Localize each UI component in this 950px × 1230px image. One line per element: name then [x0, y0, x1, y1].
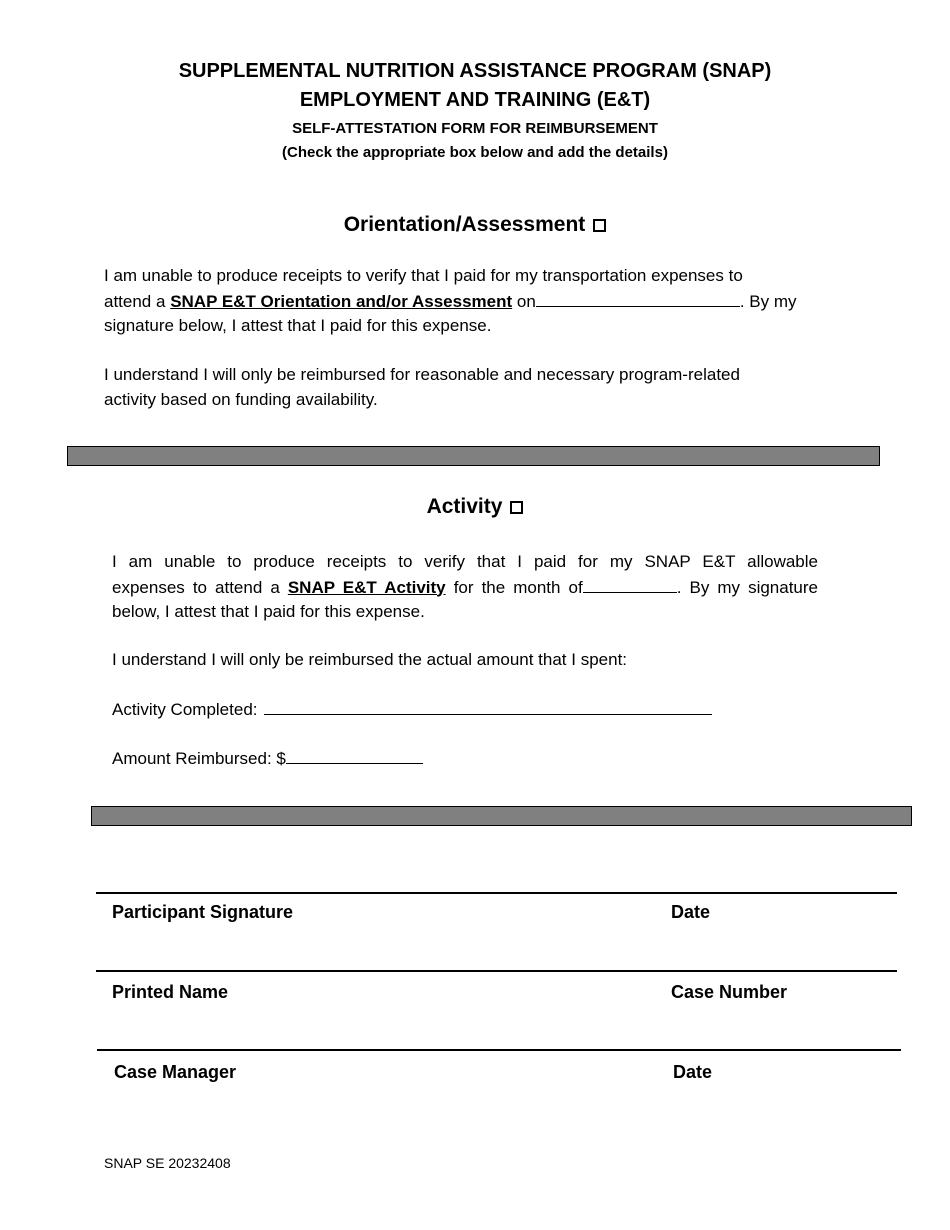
case-number-label: Case Number: [671, 982, 788, 1002]
amount-reimbursed-field[interactable]: [286, 746, 423, 764]
case-manager-date-label: Date: [673, 1062, 713, 1082]
activity-month-field[interactable]: [583, 575, 677, 593]
activity-section-title: [0, 493, 950, 521]
orientation-attestation-paragraph: [104, 264, 834, 339]
activity-completed-label: Activity Completed:: [112, 700, 258, 719]
activity-p1-line1: I am unable to produce receipts to verify that I paid for my SNAP E&T allowable: [112, 552, 818, 571]
orientation-p1-line1: I am unable to produce receipts to verify that I paid for my transportation expenses to: [104, 266, 743, 285]
activity-p1-line2: expenses to attend a SNAP E&T Activity for the month of . By my signature: [112, 575, 818, 601]
orientation-title-text: Orientation/Assessment: [343, 213, 586, 236]
form-title-line2: EMPLOYMENT AND TRAINING (E&T): [299, 89, 651, 111]
orientation-p2-line1: I understand I will only be reimbursed for reasonable and necessary program-related: [104, 365, 740, 384]
activity-completed-field[interactable]: [264, 697, 712, 715]
form-code: SNAP SE 20232408: [104, 1155, 231, 1171]
orientation-p2-line2: activity based on funding availability.: [104, 389, 378, 409]
form-instructions: (Check the appropriate box below and add the details): [282, 144, 668, 161]
participant-signature-line[interactable]: [96, 892, 897, 894]
amount-reimbursed-label: Amount Reimbursed: $: [112, 749, 286, 768]
orientation-date-field[interactable]: [536, 289, 740, 307]
activity-p1-line3: below, I attest that I paid for this expense.: [112, 602, 425, 621]
form-subtitle: SELF-ATTESTATION FORM FOR REIMBURSEMENT: [292, 120, 658, 137]
section-divider-1: [67, 446, 880, 466]
orientation-reimbursement-paragraph: [104, 363, 834, 412]
printed-name-label: Printed Name: [112, 982, 229, 1002]
amount-reimbursed-row: [112, 746, 512, 772]
case-manager-label: Case Manager: [114, 1062, 237, 1082]
orientation-checkbox[interactable]: [593, 219, 606, 232]
activity-checkbox[interactable]: [510, 501, 523, 514]
activity-reimbursement-text: I understand I will only be reimbursed the actual amount that I spent:: [112, 650, 628, 669]
orientation-p1-line3: signature below, I attest that I paid for this expense.: [104, 316, 492, 335]
activity-event-name: SNAP E&T Activity: [287, 577, 446, 597]
participant-signature-label: Participant Signature: [112, 902, 294, 922]
section-divider-2: [91, 806, 912, 826]
form-title-line1: SUPPLEMENTAL NUTRITION ASSISTANCE PROGRAM (SNAP): [178, 60, 772, 82]
orientation-p1-line2: attend a SNAP E&T Orientation and/or Assessment on . By my: [104, 289, 834, 315]
activity-attestation-paragraph: [112, 550, 818, 625]
activity-title-text: Activity: [426, 495, 503, 518]
orientation-event-name: SNAP E&T Orientation and/or Assessment: [170, 291, 513, 311]
activity-completed-row: [112, 697, 732, 723]
case-manager-line[interactable]: [97, 1049, 901, 1051]
orientation-section-title: [0, 211, 950, 239]
signature-date-label: Date: [671, 902, 711, 922]
printed-name-line[interactable]: [96, 970, 897, 972]
